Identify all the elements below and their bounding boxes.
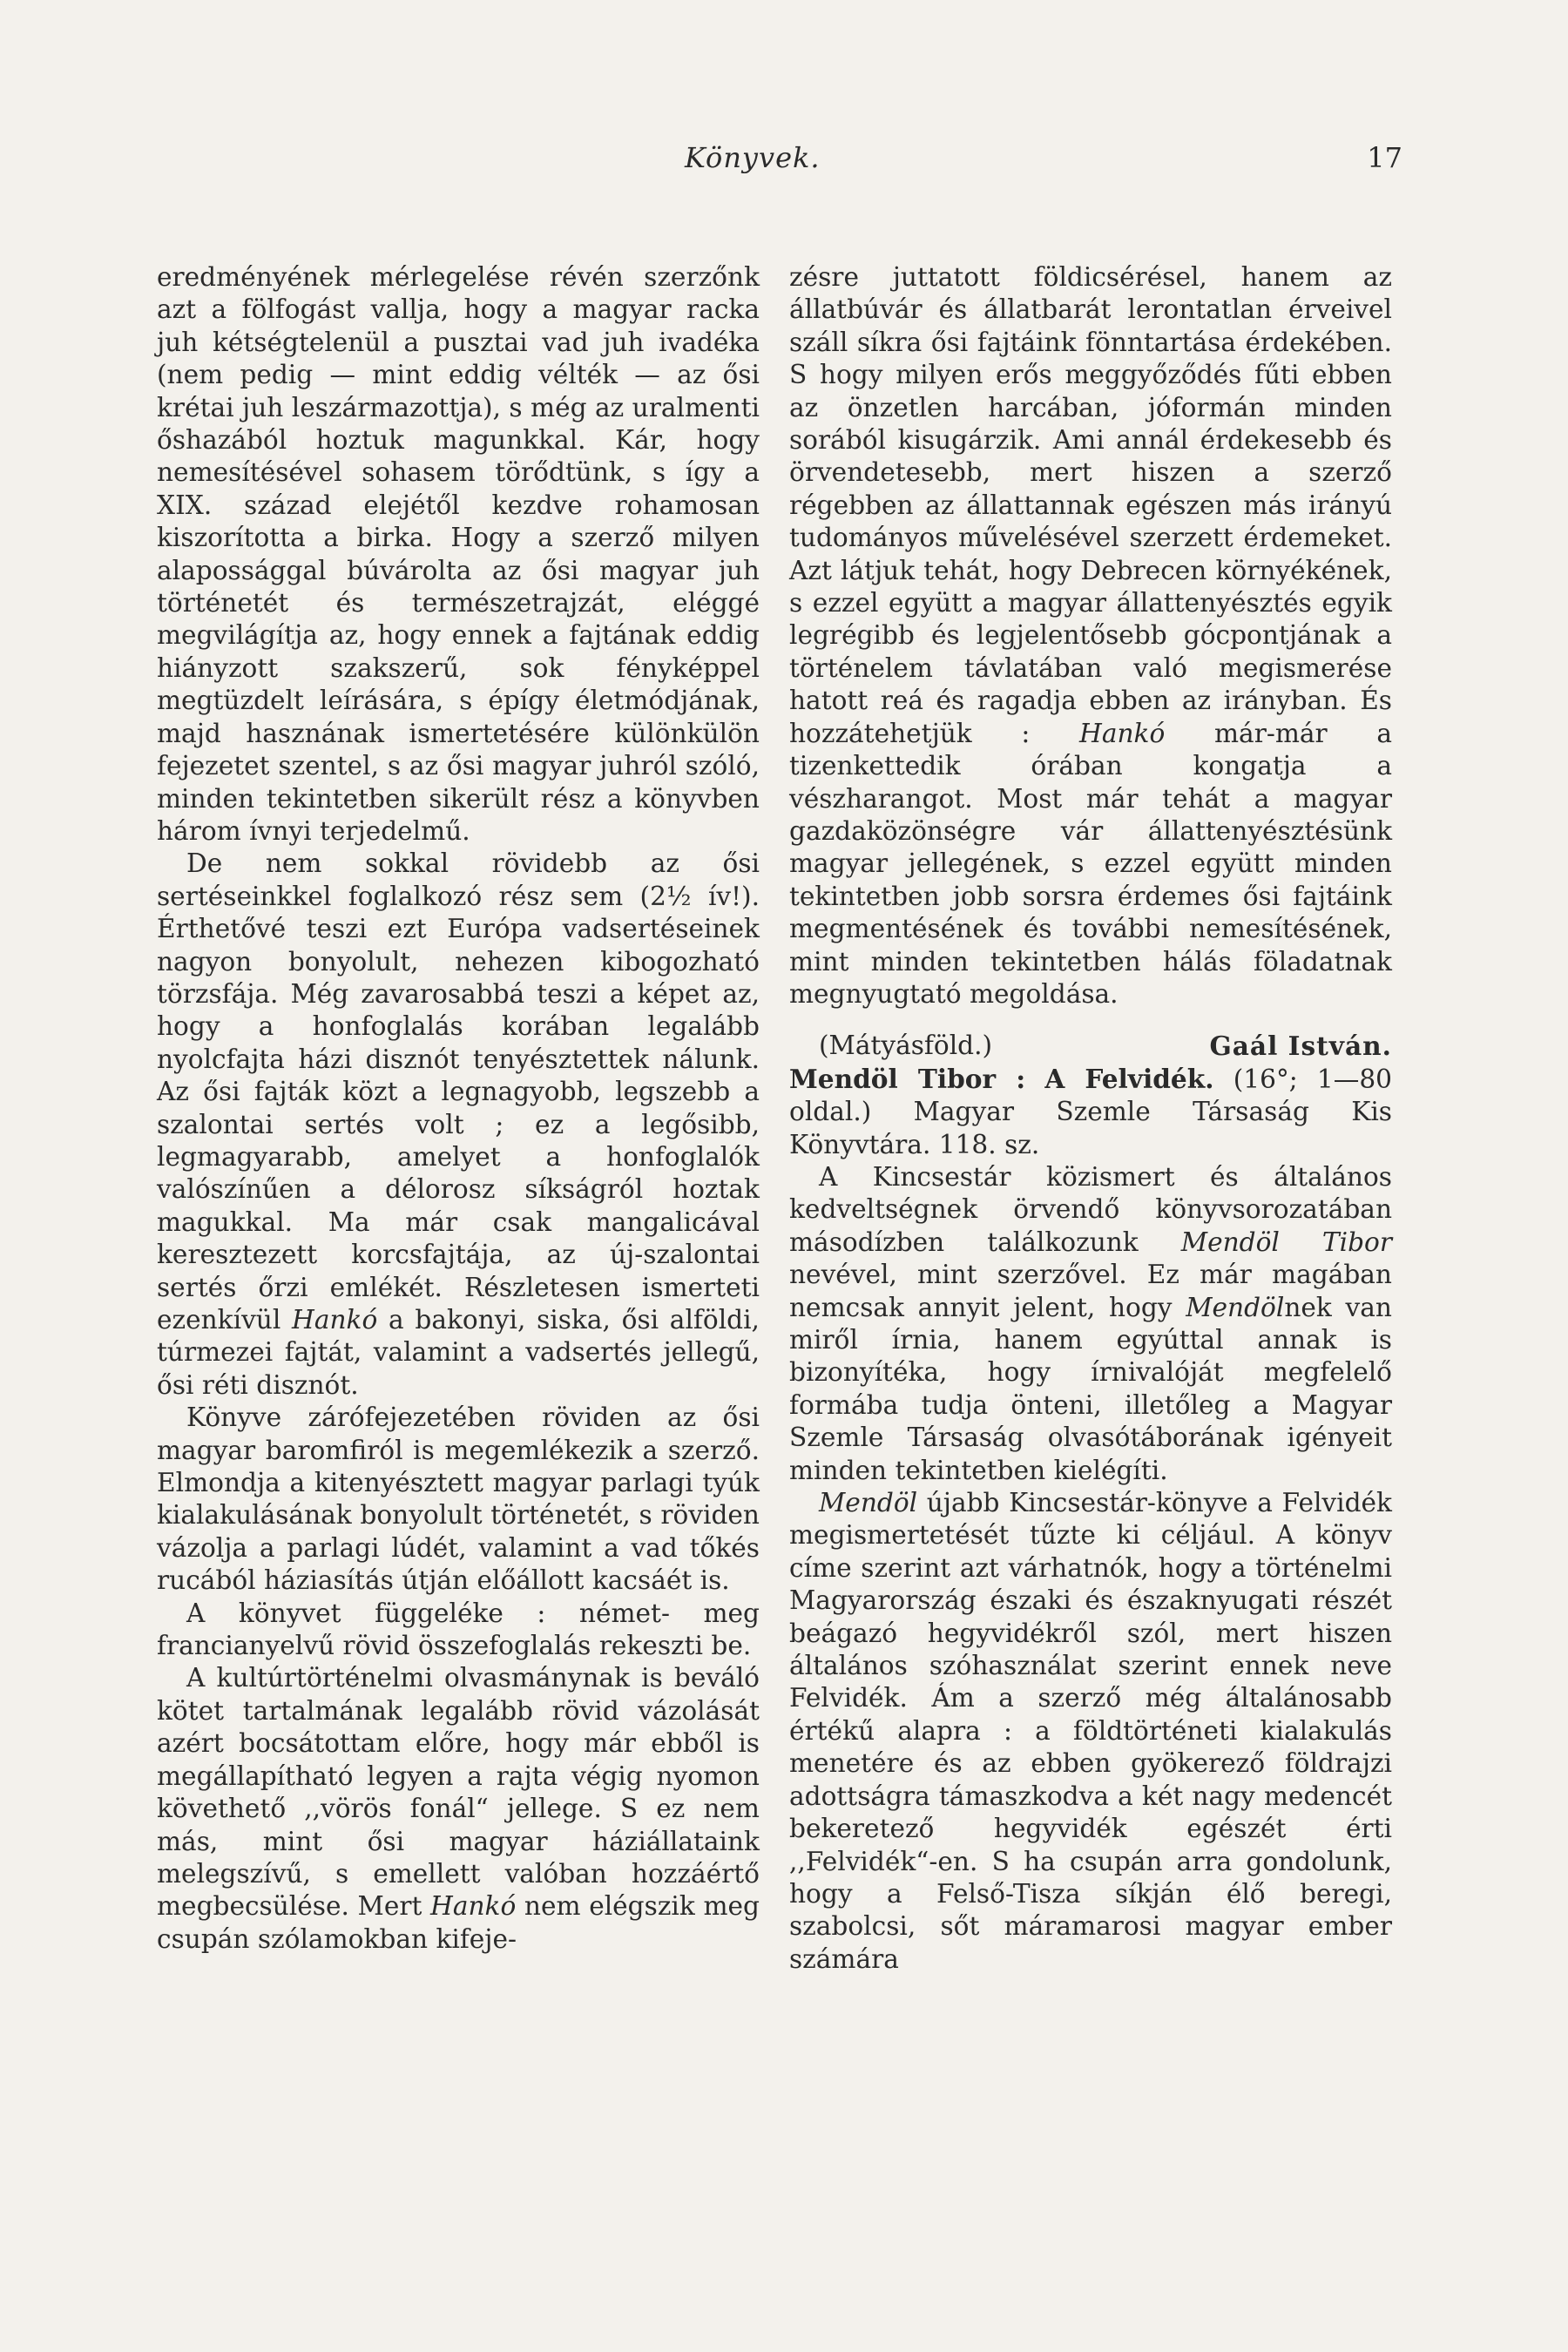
page-header	[0, 141, 1568, 176]
right-column	[789, 261, 1392, 1976]
author-name: Hankó	[1079, 718, 1166, 748]
paragraph: A Kincsestár közismert és általános kedveltségnek örvendő könyvsorozatában másodízben találkozunk Mendöl Tibor nevével, mint szerzővel. Ez már magában nemcsak annyit jelent, hogy Mendölnek van miről írnia, hanem egyúttal annak is bizonyítéka, hogy írnivalóját megfelelő formába tudja önteni, illetőleg a Magyar Szemle Társaság olvasótáborának igényeit minden tekintetben kielégíti.	[789, 1161, 1392, 1485]
paragraph: eredményének mérlegelése révén szerzőnk azt a fölfogást vallja, hogy a magyar racka juh kétségtelenül a pusztai vad juh ivadéka (nem pedig — mint eddig vélték — az ősi krétai juh leszármazottja), s még az uralmenti őshazából hoztuk magunkkal. Kár, hogy nemesítésével sohasem törődtünk, s így a XIX. század elejétől kezdve rohamosan kiszorította a birka. Hogy a szerző milyen alapossággal búvárolta az ősi magyar juh történetét és természetrajzát, eléggé megvilágítja az, hogy ennek a fajtának eddig hiányzott szakszerű, sok fényképpel megtüzdelt leírására, s épígy életmódjának, majd hasznának ismertetésére különkülön fejezetet szentel, s az ősi magyar juhról szóló, minden tekintetben sikerült rész a könyvben három ívnyi terjedelmű.	[157, 262, 760, 846]
paragraph: zésre juttatott földicsérésel, hanem az állatbúvár és állatbarát lerontatlan érveivel száll síkra ősi fajtáink fönntartása érdekében. S hogy milyen erős meggyőződés fűti ebben az önzetlen harcában, jóformán minden sorából kisugárzik. Ami annál érdekesebb és örvendetesebb, mert hiszen a szerző régebben az állattannak egészen más irányú tudományos művelésével szerzett érdemeket. Azt látjuk tehát, hogy Debrecen környékének, s ezzel együtt a magyar állattenyésztés egyik legrégibb és legjelentősebb gócpontjának a történelem távlatában való megismerése hatott reá és ragadja ebben az irányban. És hozzátehetjük : Hankó már-már a tizenkettedik órában kongatja a vészharangot. Most már tehát a magyar gazdaközönségre vár állattenyésztésünk magyar jellegének, s ezzel együtt minden tekintetben jobb sorsra érdemes ősi fajtáink megmentésének és további nemesítésének, mint minden tekintetben hálás föladatnak megnyugtató megoldása.	[789, 262, 1392, 1009]
paragraph: A könyvet függeléke : német- meg francianyelvű rövid összefoglalás rekeszti be.	[157, 1598, 760, 1661]
paragraph: Mendöl újabb Kincsestár-könyve a Felvidék megismertetését tűzte ki céljául. A könyv címe szerint azt várhatnók, hogy a történelmi Magyarország északi és északnyugati részét beágazó hegyvidékről szól, mert hiszen általános szóhasználat szerint ennek neve Felvidék. Ám a szerző még általánosabb értékű alapra : a földtörténeti kialakulás menetére és az ebben gyökerező földrajzi adottságra támaszkodva a két nagy medencét bekeretező hegyvidék egészét érti ,,Felvidék“-en. S ha csupán arra gondolunk, hogy a Felső-Tisza síkján élő beregi, szabolcsi, sőt máramarosi magyar ember számára	[789, 1488, 1392, 1974]
signature-name: Gaál István.	[1209, 1031, 1392, 1062]
author-name: Hankó	[292, 1305, 378, 1335]
signature	[789, 1030, 1392, 1062]
author-name: Mendöl	[1186, 1292, 1285, 1322]
left-column	[157, 261, 760, 1956]
paragraph: Könyve zárófejezetében röviden az ősi magyar baromfiról is megemlékezik a szerző. Elmondja a kitenyésztett magyar parlagi tyúk kialakulásának bonyolult történetét, s röviden vázolja a parlagi lúdét, valamint a vad tőkés rucából háziasítás útján előállott kacsáét is.	[157, 1402, 760, 1596]
running-head: Könyvek.	[685, 141, 821, 174]
signature-place: (Mátyásföld.)	[819, 1031, 993, 1061]
review-author: Mendöl Tibor :	[789, 1063, 1026, 1094]
review-details: (16°; 1—80 oldal.) Magyar Szemle Társaság Kis Könyvtára. 118. sz.	[789, 1064, 1392, 1159]
author-name: Hankó	[430, 1891, 517, 1922]
review-heading	[789, 1063, 1392, 1161]
paragraph: De nem sokkal rövidebb az ősi sertéseinkkel foglalkozó rész sem (2½ ív!). Érthetővé teszi ezt Európa vadsertéseinek nagyon bonyolult, nehezen kibogozható törzsfája. Még zavarosabbá teszi a képet az, hogy a honfoglalás korában legalább nyolcfajta házi disznót tenyésztettek nálunk. Az ősi fajták közt a legnagyobb, legszebb a szalontai sertés volt ; ez a legősibb, legmagyarabb, amelyet a honfoglalók valószínűen a délorosz síkságról hoztak magukkal. Ma már csak mangalicával keresztezett korcsfajtája, az új-szalontai sertés őrzi emlékét. Részletesen ismerteti ezenkívül Hankó a bakonyi, siska, ősi alföldi, túrmezei fajtát, valamint a vadsertés jellegű, ősi réti disznót.	[157, 848, 760, 1400]
page-number: 17	[1367, 141, 1402, 174]
author-name: Mendöl Tibor	[1180, 1227, 1392, 1257]
paragraph: A kultúrtörténelmi olvasmánynak is beváló kötet tartalmának legalább rövid vázolását azért bocsátottam előre, hogy már ebből is megállapítható legyen a rajta végig nyomon követhető ,,vörös fonál“ jellege. S ez nem más, mint ősi magyar háziállataink melegszívű, s emellett valóban hozzáértő megbecsülése. Mert Hankó nem elégszik meg csupán szólamokban kifeje-	[157, 1663, 760, 1954]
review-title: A Felvidék.	[1044, 1063, 1214, 1094]
author-name: Mendöl	[819, 1488, 918, 1518]
